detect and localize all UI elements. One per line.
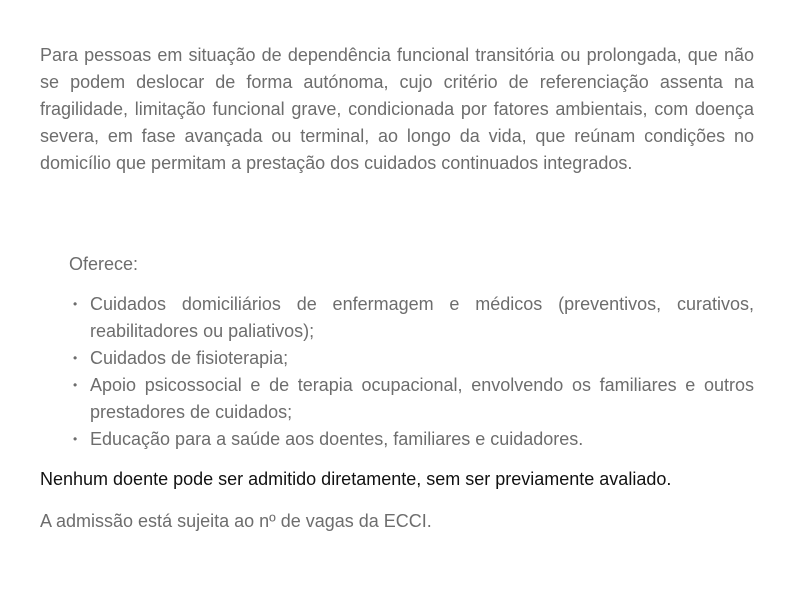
list-item-text: Cuidados domiciliários de enfermagem e médicos (preventivos, curativos, reabilitadores ou paliativos); xyxy=(90,294,754,341)
list-item xyxy=(70,291,754,345)
vacancy-note: A admissão está sujeita ao nº de vagas da ECCI. xyxy=(40,511,432,531)
offers-label: Oferece: xyxy=(69,254,139,274)
intro-paragraph: Para pessoas em situação de dependência funcional transitória ou prolongada, que não se podem deslocar de forma autónoma, cujo critério de referenciação assenta na fragilidade, limitação funcional grave, condicionada por fatores ambientais, com doença severa, em fase avançada ou terminal, ao longo da vida, que reúnam condições no domicílio que permitam a prestação dos cuidados continuados integrados. xyxy=(40,45,754,173)
admission-note: Nenhum doente pode ser admitido diretamente, sem ser previamente avaliado. xyxy=(40,469,672,489)
list-item-text: Apoio psicossocial e de terapia ocupacional, envolvendo os familiares e outros prestadores de cuidados; xyxy=(90,375,754,422)
bullet-icon: • xyxy=(73,432,78,446)
list-item-text: Cuidados de fisioterapia; xyxy=(90,348,289,368)
bullet-icon: • xyxy=(73,351,78,365)
offers-list xyxy=(70,291,754,453)
bullet-icon: • xyxy=(73,297,78,311)
bullet-icon: • xyxy=(73,378,78,392)
list-item xyxy=(70,426,754,453)
list-item xyxy=(70,372,754,426)
list-item-text: Educação para a saúde aos doentes, familiares e cuidadores. xyxy=(90,429,584,449)
list-item xyxy=(70,345,754,372)
